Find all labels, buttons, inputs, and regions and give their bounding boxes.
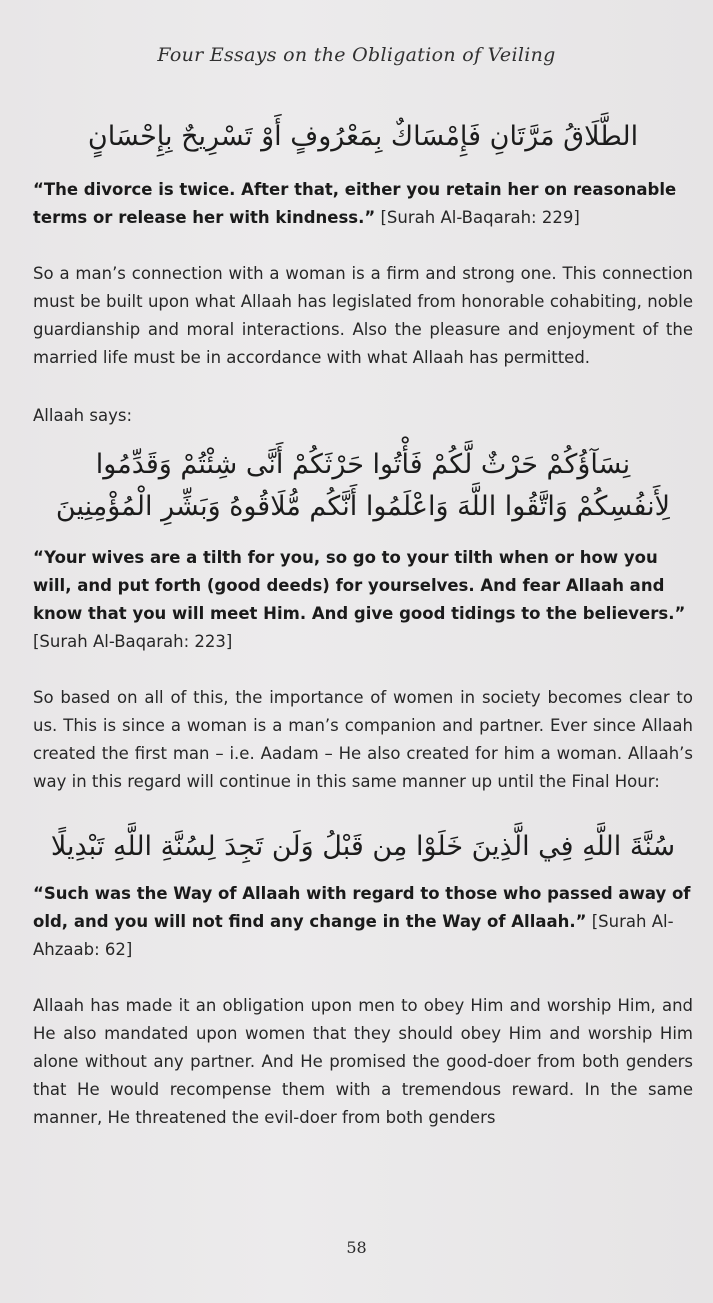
paragraph-obligation: Allaah has made it an obligation upon men to obey Him and worship Him, and He also mandated upon women that they should obey Him and worship Him alone without any partner. And He promised the good-doer from both genders that He would recompense them with a tremendous reward. In the same manner, He threatened the evil-doer from both genders xyxy=(33,996,693,1127)
arabic-verse-ahzaab-62: سُنَّةَ اللَّهِ فِي الَّذِينَ خَلَوْا مِن قَبْلُ وَلَن تَجِدَ لِسُنَّةِ اللَّهِ تَبْدِيلًا xyxy=(50,831,676,862)
arabic-verse-baqarah-229: الطَّلَاقُ مَرَّتَانِ فَإِمْسَاكٌ بِمَعْرُوفٍ أَوْ تَسْرِيحٌ بِإِحْسَانٍ xyxy=(87,121,639,152)
quote-reference: [Surah Al-Baqarah: 229] xyxy=(375,208,580,227)
quote-translation: “Your wives are a tilth for you, so go to your tilth when or how you will, and put forth (good deeds) for yourselves. And fear Allaah and know that you will meet Him. And give good tidings to the believers.” xyxy=(33,548,686,623)
paragraph-connection: So a man’s connection with a woman is a firm and strong one. This connection must be built upon what Allaah has legislated from honorable cohabiting, noble guardianship and moral interactions. Also the pleasure and enjoyment of the married life must be in accordance with what Allaah has permitted. xyxy=(33,264,693,367)
quote-reference: [Surah Al-Baqarah: 223] xyxy=(33,632,233,651)
arabic-verse-line-1: نِسَآؤُكُمْ حَرْثٌ لَّكُمْ فَأْتُوا حَرْثَكُمْ أَنَّى شِئْتُمْ وَقَدِّمُوا xyxy=(95,449,631,480)
arabic-verse-line-2: لِأَنفُسِكُمْ وَاتَّقُوا اللَّهَ وَاعْلَمُوا أَنَّكُم مُّلَاقُوهُ وَبَشِّرِ الْمُؤْمِنِينَ xyxy=(55,491,671,522)
quote-baqarah-229 xyxy=(33,176,693,232)
quote-reference: [Surah Al-Ahzaab: 62] xyxy=(33,912,674,959)
page-number: 58 xyxy=(346,1238,367,1257)
paragraph-importance: So based on all of this, the importance of women in society becomes clear to us. This is since a woman is a man’s companion and partner. Ever since Allaah created the first man – i.e. Aadam – He also created for him a woman. Allaah’s way in this regard will continue in this same manner up until the Final Hour: xyxy=(33,688,693,791)
quote-baqarah-223 xyxy=(33,544,693,656)
quote-ahzaab-62 xyxy=(33,880,693,964)
running-header: Four Essays on the Obligation of Veiling xyxy=(157,44,556,66)
quote-translation: “The divorce is twice. After that, either you retain her on reasonable terms or release her with kindness.” xyxy=(33,180,677,227)
quote-translation: “Such was the Way of Allaah with regard to those who passed away of old, and you will not find any change in the Way of Allaah.” xyxy=(33,884,691,931)
allaah-says-label: Allaah says: xyxy=(33,406,133,425)
arabic-verse-baqarah-223 xyxy=(33,444,693,528)
page-body xyxy=(33,108,693,1162)
